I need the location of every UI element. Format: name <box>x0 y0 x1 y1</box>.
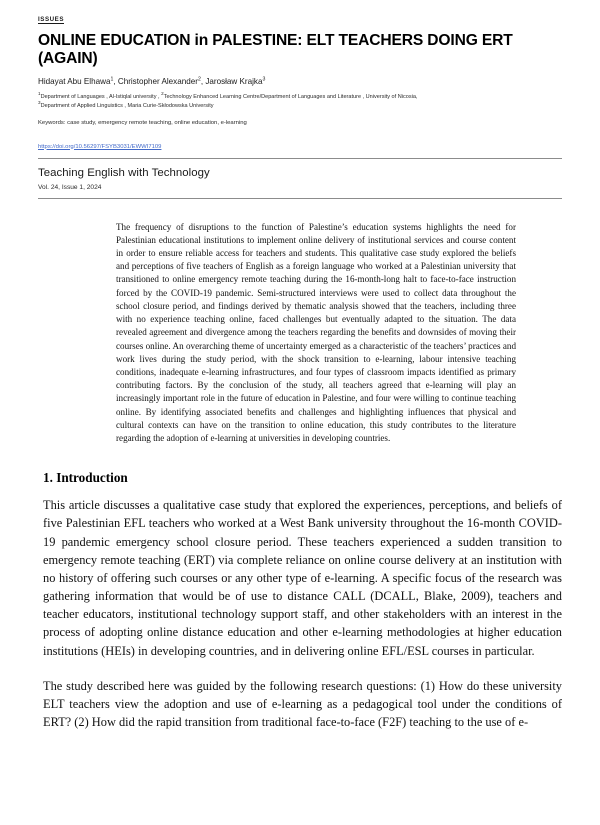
affiliation-text-1a: Department of Languages , Al-Istiqlal university , <box>40 93 162 100</box>
abstract-text: The frequency of disruptions to the function of Palestine’s education systems highlights the need for Palestinian educational institutions to implement online delivery of institutional services and course content in order to ensure reliable access for teachers and students. This qualitative case study explored the beliefs and perceptions of five teachers of English as a foreign language who worked at a Palestinian university that transitioned to online emergency remote teaching during the 16-month-long halt to face-to-face instruction forced by the COVID-19 pandemic. Semi-structured interviews were used to collect data throughout the school closure period, and findings derived by thematic analysis showed that the teachers, including three with no experience teaching online, faced challenges but eventually adapted to the situation. The data revealed agreement and divergence among the teachers regarding the benefits and downsides of moving their courses online. An overarching theme of uncertainty emerged as a characteristic of the teachers’ practices and work lives during the study period, with the shock transition to e-learning, labour intensive teaching conditions, inadequate e-learning infrastructures, and four types of classroom impacts identified as primary contributing factors. By the conclusion of the study, all teachers agreed that e-learning will play an increasingly important role in the future of education in Palestine, and four were willing to continue teaching online. By identifying associated benefits and challenges and highlighting influences that physical and cultural contexts can have on the transition to online education, this study contributes to the literature regarding the adoption of e-learning at universities in developing countries. <box>116 221 516 444</box>
keywords-line: Keywords: case study, emergency remote teaching, online education, e-learning <box>38 120 247 127</box>
category-label[interactable]: ISSUES <box>38 16 64 23</box>
journal-name: Teaching English with Technology <box>38 166 210 179</box>
author-list <box>38 77 562 87</box>
author-marker-3: 3 <box>262 76 266 83</box>
body-paragraph-1: This article discusses a qualitative case study that explored the experiences, perceptions, and beliefs of five Palestinian EFL teachers who worked at a West Bank university throughout the 16-month COVID-19 pandemic emergency school closure period. These teachers experienced a sudden transition to emergency remote teaching (ERT) via complete reliance on online course delivery at an institution with no history of offering such courses or any other type of e-learning. A specific focus of the research was gathering information that would be of use to distance CALL (DCALL, Blake, 2009), teachers and teacher educators, institutional technology support staff, and other stakeholders with an interest in the process of adopting online distance education and other e-learning methodologies at higher education institutions (HEIs) in developing countries, and in delivering online EFL/ESL courses in particular. <box>43 498 562 658</box>
affiliation-list <box>38 90 562 113</box>
divider-bottom <box>38 198 562 199</box>
affiliation-marker-2: 2 <box>161 90 164 96</box>
affiliation-text-1b: Technology Enhanced Learning Centre/Department of Languages and Literature , University of Nicosia, <box>163 93 418 100</box>
author-separator-2: , <box>200 76 206 86</box>
affiliation-marker-1: 1 <box>38 90 41 96</box>
author-marker-1: 1 <box>110 76 114 83</box>
author-name-3: Jarosław Krajka <box>205 76 263 86</box>
affiliation-line-1 <box>38 90 562 103</box>
category-label-row <box>38 8 562 32</box>
affiliation-marker-3: 3 <box>38 100 41 106</box>
journal-band <box>38 159 562 198</box>
author-marker-2: 2 <box>197 76 201 83</box>
section-heading-introduction: 1. Introduction <box>43 470 128 486</box>
page-title: ONLINE EDUCATION in PALESTINE: ELT TEACHERS DOING ERT (AGAIN) <box>38 32 513 67</box>
affiliation-text-2: Department of Applied Linguistics , Maria Curie-Skłodowska University <box>40 103 214 110</box>
author-name-1: Hidayat Abu Elhawa <box>38 76 111 86</box>
journal-issue: Vol. 24, Issue 1, 2024 <box>38 183 102 191</box>
body-paragraph-2: The study described here was guided by the following research questions: (1) How do these university ELT teachers view the adoption and use of e-learning as a pedagogical tool under the conditions of ERT? (2) How did the rapid transition from traditional face-to-face (F2F) teaching to the use of e- <box>43 678 562 730</box>
author-name-2: Christopher Alexander <box>117 76 198 86</box>
author-separator-1: , <box>113 76 118 86</box>
affiliation-line-2 <box>38 102 562 112</box>
doi-link[interactable]: https://doi.org/10.56297/FSYB3031/EWWI7109 <box>38 143 162 150</box>
